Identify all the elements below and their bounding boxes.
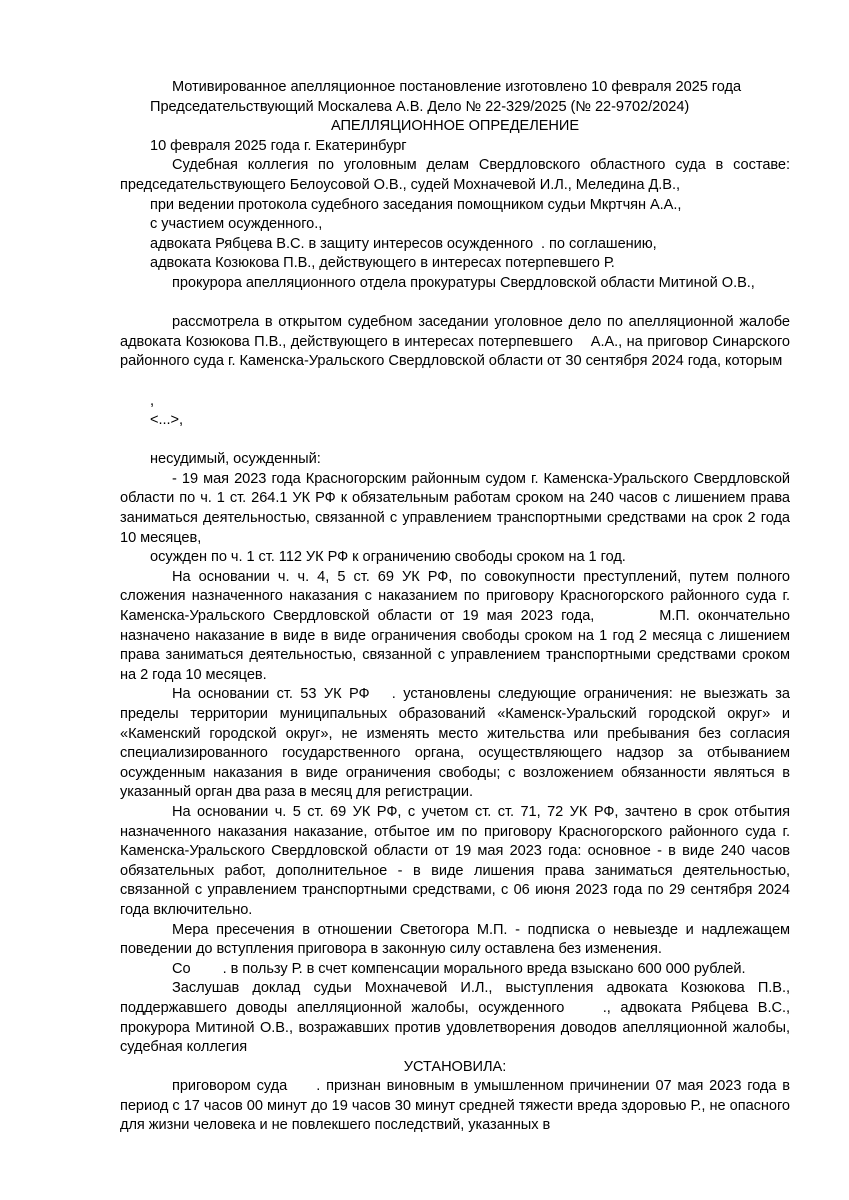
- paragraph-hearing-report: Заслушав доклад судьи Мохначевой И.Л., выступления адвоката Козюкова П.В., поддержавшего доводы апелляционной жалобы, осужденного ., адвоката Рябцева В.С., прокурора Митиной О.В., возражавших против удовлетворения доводов апелляционной жалобы, судебная коллегия: [120, 980, 795, 1056]
- paragraph-cumulative-sentence: На основании ч. ч. 4, 5 ст. 69 УК РФ, по совокупности преступлений, путем полного сложения назначенного наказания с наказанием по приговору Красногорского районного суда г. Каменска-Уральского Свердловской области от 19 мая 2023 года, М.П. окончательно назначено наказание в виде в виде ограничения свободы сроком на 1 год 2 месяца с лишением права заниматься деятельностью, связанной с управлением транспортными средствами сроком на 2 года 10 месяцев.: [120, 568, 795, 683]
- header-note: Мотивированное апелляционное постановление изготовлено 10 февраля 2025 года: [172, 79, 742, 95]
- paragraph-defence-advocate: адвоката Рябцева В.С. в защиту интересов осужденного . по соглашению,: [150, 235, 657, 252]
- paragraph-prosecutor: прокурора апелляционного отдела прокуратуры Свердловской области Митиной О.В.,: [172, 274, 755, 291]
- document-body: [120, 78, 795, 1136]
- paragraph-panel-composition: Судебная коллегия по уголовным делам Свердловского областного суда в составе: председательствующего Белоусовой О.В., судей Мохначевой И.Л., Меледина Д.В.,: [120, 157, 795, 193]
- paragraph-convicted-participation: с участием осужденного.,: [150, 216, 323, 233]
- paragraph-current-conviction: осужден по ч. 1 ст. 112 УК РФ к ограничению свободы сроком на 1 год.: [150, 549, 626, 566]
- date-and-place: 10 февраля 2025 года г. Екатеринбург: [150, 137, 407, 154]
- section-heading-ustanovila: УСТАНОВИЛА:: [403, 1058, 507, 1075]
- redaction-comma-line: ,: [150, 392, 155, 409]
- paragraph-findings: приговором суда . признан виновным в умышленном причинении 07 мая 2023 года в период с 17 часов 00 минут до 19 часов 30 минут средней тяжести вреда здоровью Р., не опасного для жизни человека и не повлекшего последствий, указанных в: [120, 1078, 795, 1134]
- paragraph-moral-damages: Со . в пользу Р. в счет компенсации морального вреда взыскано 600 000 рублей.: [172, 960, 746, 977]
- paragraph-victim-advocate: адвоката Козюкова П.В., действующего в интересах потерпевшего Р.: [150, 255, 615, 272]
- paragraph-no-criminal-record: несудимый, осужденный:: [150, 451, 321, 468]
- paragraph-preventive-measure: Мера пресечения в отношении Светогора М.П. - подписка о невыезде и надлежащем поведении до вступления приговора в законную силу оставлена без изменения.: [120, 921, 795, 958]
- paragraph-protocol-clerk: при ведении протокола судебного заседания помощником судьи Мкртчян А.А.,: [150, 196, 682, 213]
- paragraph-case-review: рассмотрела в открытом судебном заседании уголовное дело по апелляционной жалобе адвоката Козюкова П.В., действующего в интересах потерпевшего А.А., на приговор Синарского районного суда г. Каменска-Уральского Свердловской области от 30 сентября 2024 года, которым: [120, 314, 795, 370]
- paragraph-time-credited: На основании ч. 5 ст. 69 УК РФ, с учетом ст. ст. 71, 72 УК РФ, зачтено в срок отбытия назначенного наказания наказание, отбытое им по приговору Красногорского районного суда г. Каменска-Уральского Свердловской области от 19 мая 2023 года: основное - в виде 240 часов обязательных работ, дополнительное - в виде лишения права заниматься деятельностью, связанной с управлением транспортными средствами, с 06 июня 2023 года по 29 сентября 2024 года включительно.: [120, 803, 795, 918]
- presiding-judge-line: Председательствующий Москалева А.В. Дело № 22-329/2025 (№ 22-9702/2024): [150, 98, 690, 115]
- paragraph-prior-conviction: - 19 мая 2023 года Красногорским районным судом г. Каменска-Уральского Свердловской области по ч. 1 ст. 264.1 УК РФ к обязательным работам сроком на 240 часов с лишением права заниматься деятельностью, связанной с управлением транспортными средствами на срок 2 года 10 месяцев,: [120, 470, 795, 546]
- paragraph-restrictions: На основании ст. 53 УК РФ . установлены следующие ограничения: не выезжать за пределы территории муниципальных образований «Каменск-Уральский городской округ» и «Каменский городской округ», не изменять место жительства или пребывания без согласия специализированного государственного органа, осуществляющего надзор за отбыванием осужденным наказания в виде ограничения свободы; с возложением обязанности являться в указанный орган два раза в месяц для регистрации.: [120, 686, 795, 801]
- document-title: АПЕЛЛЯЦИОННОЕ ОПРЕДЕЛЕНИЕ: [330, 118, 580, 135]
- redaction-ellipsis-line: <...>,: [150, 412, 183, 429]
